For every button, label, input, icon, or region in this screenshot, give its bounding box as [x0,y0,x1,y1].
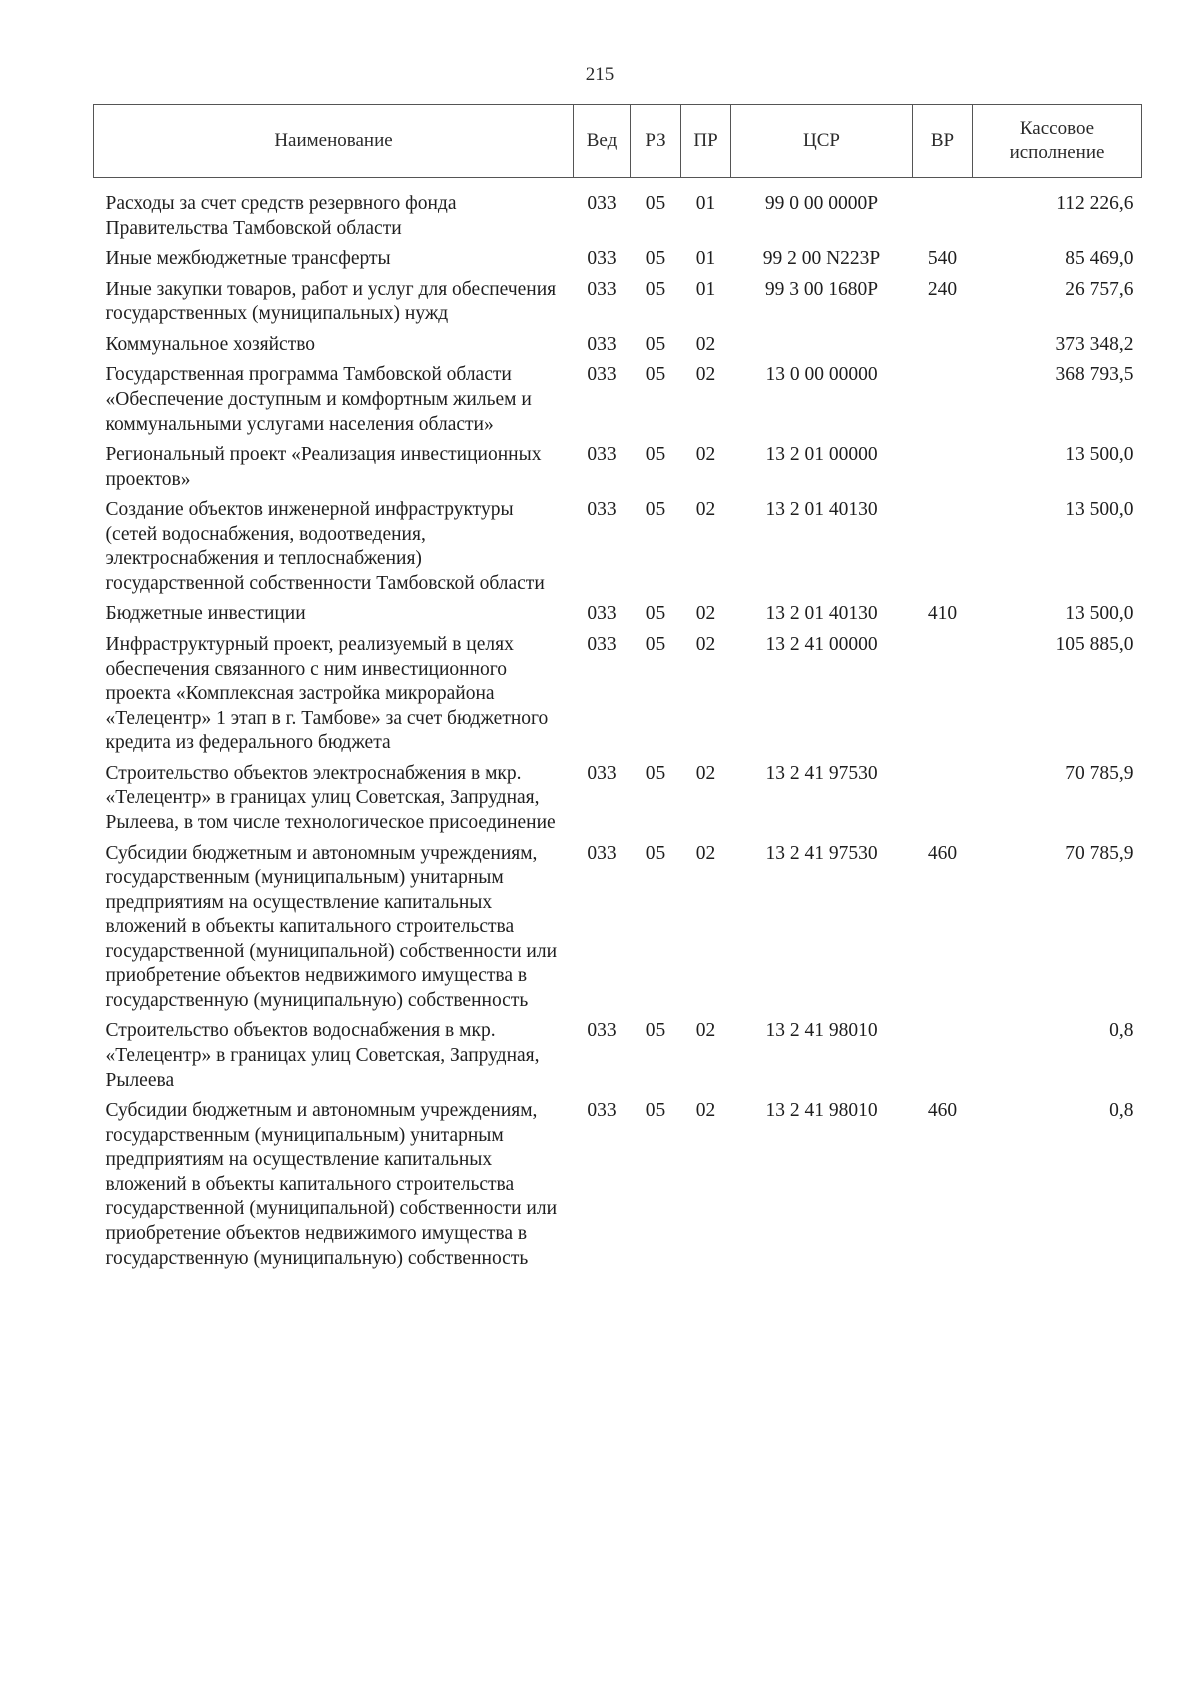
table-row [94,278,1142,333]
table-body [94,178,1142,1278]
cell-ved: 033 [587,603,617,625]
table-header [94,105,1142,178]
cell-name: Инфраструктурный проект, реализуемый в целях обеспечения связанного с ним инвестиционного проекта «Комплексная застройка микрорайона «Телецентр» 1 этап в г. Тамбове» за счет бюджетного кредита из федерального бюджета [105,634,549,754]
cell-pr: 02 [695,444,716,466]
cell-rz: 05 [645,1100,666,1122]
cell-vr [913,178,973,248]
table-row [94,842,1142,1020]
cell-ved: 033 [587,248,617,270]
cell-rz: 05 [645,278,666,300]
header-sum: Кассовое исполнение [973,105,1142,178]
cell-rz: 05 [645,364,666,386]
cell-vr: 240 [927,278,958,300]
table-row [94,247,1142,278]
cell-vr [913,1019,973,1099]
cell-pr: 02 [695,333,716,355]
cell-rz: 05 [645,193,666,214]
cell-pr: 02 [695,603,716,625]
table-row [94,602,1142,633]
header-name: Наименование [94,105,574,178]
cell-csr: 13 2 41 97530 [765,842,878,864]
table-row [94,498,1142,602]
cell-vr: 460 [927,1100,958,1122]
cell-sum: 368 793,5 [1055,364,1134,386]
cell-sum: 373 348,2 [1055,333,1134,355]
cell-vr: 540 [927,248,958,270]
cell-name: Иные закупки товаров, работ и услуг для обеспечения государственных (муниципальных) нужд [105,278,557,325]
cell-vr: 460 [927,842,958,864]
table-row [94,762,1142,842]
cell-name: Субсидии бюджетным и автономным учреждениям, государственным (муниципальным) унитарным предприятиям на осуществление капитальных вложений в объекты капитального строительства государственной (муниципальной) собственности или приобретение объектов недвижимого имущества в государственную (муниципальную) собственность [105,1100,557,1269]
cell-vr [913,333,973,364]
cell-sum: 13 500,0 [1065,603,1134,625]
cell-ved: 033 [587,1020,617,1042]
cell-rz: 05 [645,333,666,355]
table-row [94,443,1142,498]
cell-name: Строительство объектов водоснабжения в мкр. «Телецентр» в границах улиц Советская, Запрудная, Рылеева [105,1020,540,1091]
table-row [94,633,1142,762]
cell-name: Иные межбюджетные трансферты [105,248,391,270]
cell-csr: 13 2 41 00000 [765,634,878,655]
cell-csr: 13 0 00 00000 [765,364,878,386]
cell-csr: 13 2 01 40130 [765,603,878,625]
cell-name: Государственная программа Тамбовской области «Обеспечение доступным и комфортным жильем и коммунальными услугами населения области» [105,364,532,435]
header-ved: Вед [574,105,631,178]
cell-rz: 05 [645,1020,666,1042]
table-row [94,1099,1142,1277]
cell-sum: 26 757,6 [1065,278,1134,300]
cell-ved: 033 [587,364,617,386]
cell-csr: 99 0 00 0000Р [764,193,879,214]
cell-ved: 033 [587,499,617,521]
header-rz: РЗ [631,105,681,178]
cell-csr: 99 2 00 N223Р [762,248,881,270]
table-row [94,178,1142,248]
cell-rz: 05 [645,842,666,864]
cell-vr: 410 [927,603,958,625]
cell-sum: 70 785,9 [1065,762,1134,784]
cell-rz: 05 [645,634,666,655]
cell-name: Расходы за счет средств резервного фонда Правительства Тамбовской области [105,193,457,239]
table-row [94,333,1142,364]
cell-pr: 02 [695,842,716,864]
table-row [94,1019,1142,1099]
cell-csr: 13 2 01 40130 [765,499,878,521]
cell-pr: 02 [695,762,716,784]
header-pr: ПР [681,105,731,178]
cell-name: Бюджетные инвестиции [105,603,306,625]
cell-vr [913,498,973,602]
cell-csr: 99 3 00 1680Р [764,278,879,300]
cell-vr [913,363,973,443]
cell-ved: 033 [587,444,617,466]
cell-ved: 033 [587,333,617,355]
cell-name: Строительство объектов электроснабжения в мкр. «Телецентр» в границах улиц Советская, Запрудная, Рылеева, в том числе технологическое присоединение [105,762,556,833]
cell-name: Субсидии бюджетным и автономным учреждениям, государственным (муниципальным) унитарным предприятиям на осуществление капитальных вложений в объекты капитального строительства государственной (муниципальной) собственности или приобретение объектов недвижимого имущества в государственную (муниципальную) собственность [105,842,557,1011]
cell-ved: 033 [587,193,617,214]
cell-rz: 05 [645,444,666,466]
cell-name: Коммунальное хозяйство [105,333,316,355]
cell-csr: 13 2 01 00000 [765,444,878,466]
cell-vr [913,762,973,842]
cell-rz: 05 [645,603,666,625]
cell-pr: 01 [695,248,716,270]
cell-ved: 033 [587,842,617,864]
cell-vr [913,443,973,498]
cell-sum: 105 885,0 [1055,634,1134,655]
cell-sum: 70 785,9 [1065,842,1134,864]
cell-sum: 112 226,6 [1056,193,1134,214]
cell-csr: 13 2 41 97530 [765,762,878,784]
cell-sum: 85 469,0 [1065,248,1134,270]
cell-sum: 0,8 [1109,1020,1134,1042]
header-vr: ВР [913,105,973,178]
cell-pr: 02 [695,634,716,655]
cell-ved: 033 [587,1100,617,1122]
cell-rz: 05 [645,762,666,784]
header-csr: ЦСР [731,105,913,178]
cell-csr: 13 2 41 98010 [765,1100,878,1122]
cell-pr: 01 [695,193,716,214]
cell-ved: 033 [587,762,617,784]
cell-name: Региональный проект «Реализация инвестиционных проектов» [105,444,542,490]
cell-ved: 033 [587,278,617,300]
cell-ved: 033 [587,634,617,655]
cell-rz: 05 [645,248,666,270]
cell-pr: 01 [695,278,716,300]
cell-sum: 13 500,0 [1065,444,1134,466]
cell-csr: 13 2 41 98010 [765,1020,878,1042]
cell-sum: 13 500,0 [1065,499,1134,521]
table-row [94,363,1142,443]
cell-pr: 02 [695,364,716,386]
cell-name: Создание объектов инженерной инфраструктуры (сетей водоснабжения, водоотведения, электроснабжения и теплоснабжения) государственной собственности Тамбовской области [105,499,545,594]
cell-vr [913,633,973,762]
cell-pr: 02 [695,499,716,521]
cell-rz: 05 [645,499,666,521]
page-number: 215 [585,64,615,85]
cell-pr: 02 [695,1020,716,1042]
cell-sum: 0,8 [1109,1100,1134,1122]
cell-csr [731,333,913,364]
budget-table [93,104,1142,1277]
cell-pr: 02 [695,1100,716,1122]
